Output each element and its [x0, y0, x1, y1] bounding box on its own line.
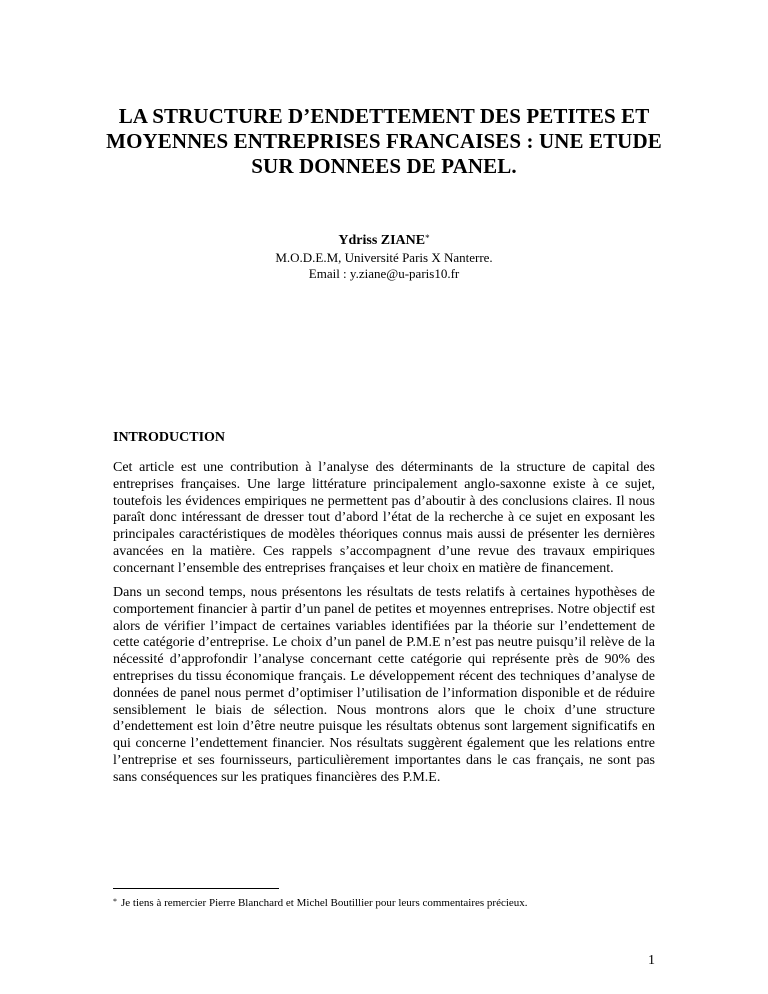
author-affiliation: M.O.D.E.M, Université Paris X Nanterre.: [275, 250, 493, 265]
footnote-mark: *: [113, 897, 117, 906]
footnote-text: Je tiens à remercier Pierre Blanchard et Michel Boutillier pour leurs commentaires précieux.: [121, 897, 528, 909]
footnote-separator: [113, 888, 279, 889]
author-email: Email : y.ziane@u-paris10.fr: [308, 266, 460, 281]
author-name-line: [84, 232, 684, 250]
title-line-1: LA STRUCTURE D’ENDETTEMENT DES PETITES ET: [118, 104, 650, 129]
paragraph-2: Dans un second temps, nous présentons les résultats de tests relatifs à certaines hypothèses de comportement financier à partir d’un panel de petites et moyennes entreprises. Notre objectif est alors de vérifier l’impact de certaines variables identifiées par la théorie sur l’endettement de cette catégorie d’entreprise. Le choix d’un panel de P.M.E n’est pas neutre puisqu’il relève de la nécessité d’approfondir l’analyse concernant cette catégorie qui représente près de 90% des entreprises du tissu économique français. Le développement récent des techniques d’analyse de données de panel nous permet d’optimiser l’utilisation de l’information disponible et de réduire sensiblement le biais de sélection. Nous montrons alors que le choix d’une structure d’endettement est loin d’être neutre puisque les résultats obtenus sont largement significatifs en qui concerne l’endettement financier. Nos résultats suggèrent également que les relations entre l’entreprise et ses fournisseurs, particulièrement importantes dans le cas français, ne sont pas sans conséquences sur les pratiques financières des P.M.E.: [113, 585, 655, 785]
author-footnote-mark: *: [425, 233, 430, 243]
title-line-2: MOYENNES ENTREPRISES FRANCAISES : UNE ETUDE: [106, 129, 662, 154]
author-block: [84, 232, 684, 282]
paper-title: [84, 104, 684, 179]
author-name: Ydriss ZIANE: [338, 233, 426, 248]
paragraph-1: Cet article est une contribution à l’analyse des déterminants de la structure de capital des entreprises françaises. Une large littérature principalement anglo-saxonne existe à ce sujet, toutefois les évidences empiriques ne permettent pas d’aboutir à des conclusions claires. Il nous paraît donc intéressant de dresser tout d’abord l’état de la recherche à ce sujet en exposant les principales caractéristiques de modèles théoriques connus mais aussi de présenter les dernières avancées en la matière. Ces rappels s’accompagnent d’une revue des travaux empiriques concernant l’ensemble des entreprises françaises et leur choix en matière de financement.: [113, 460, 655, 576]
footnote: [113, 897, 528, 910]
title-line-3: SUR DONNEES DE PANEL.: [251, 154, 517, 179]
section-heading: INTRODUCTION: [113, 430, 226, 445]
page-number: 1: [648, 953, 655, 968]
